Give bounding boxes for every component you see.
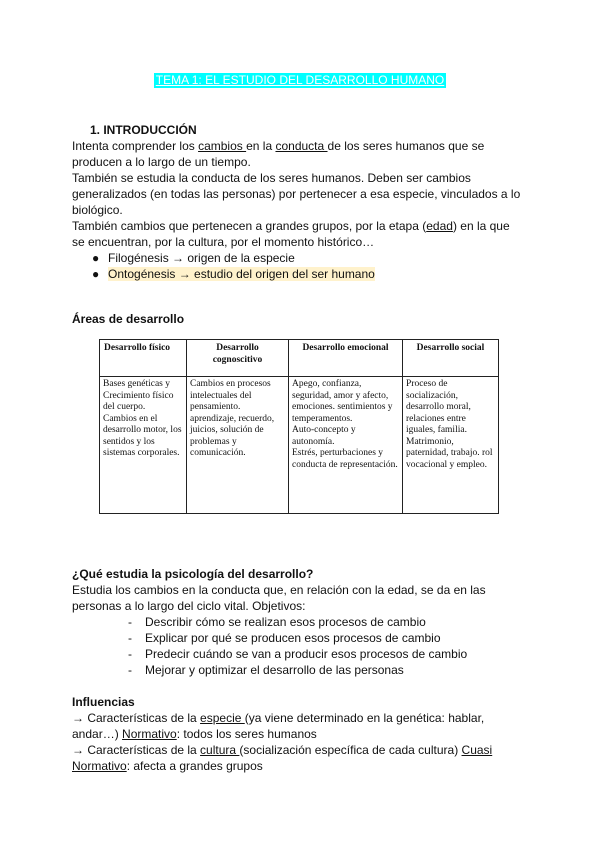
text-run: producen a lo largo de un tiempo. — [72, 155, 251, 169]
underlined-word: cultura — [200, 743, 240, 757]
text-run: andar…) — [72, 727, 123, 741]
bullet-icon: ● — [92, 251, 100, 265]
cell-text: Cambios en el desarrollo motor, los sentidos y los sistemas corporales. — [103, 413, 182, 458]
cell-text: Proceso de socialización, desarrollo moral, relaciones entre iguales, familia. — [406, 379, 471, 435]
table-cell — [403, 377, 499, 514]
column-header-text: Desarrollo cognoscitivo — [212, 343, 263, 365]
list-item — [92, 266, 375, 282]
text-run: ) en la que — [452, 219, 510, 233]
document-title: TEMA 1: EL ESTUDIO DEL DESARROLLO HUMANO — [155, 73, 445, 87]
influencias-heading: Influencias — [72, 695, 135, 709]
table-cell — [289, 377, 403, 514]
text-run: Estudia los cambios en la conducta que, en relación con la edad, se da en las — [72, 583, 486, 597]
cell-text: Cambios en procesos intelectuales del pensamiento. aprendizaje, recuerdo, juicios, solución de problemas y comunicación. — [190, 379, 275, 458]
column-header: Desarrollo social — [403, 340, 499, 377]
list-item — [128, 646, 467, 662]
text-run: : todos los seres humanos — [176, 727, 317, 741]
psicologia-paragraph — [72, 582, 542, 614]
underlined-word: Cuasi — [461, 743, 493, 757]
text-run: (socialización específica de cada cultura) — [239, 743, 462, 757]
highlighted-list-item-text: Ontogénesis → estudio del origen del ser humano — [108, 267, 375, 281]
areas-table — [99, 339, 499, 514]
underlined-word: edad — [426, 219, 453, 233]
table-cell — [187, 377, 289, 514]
list-item-text: Predecir cuándo se van a producir esos procesos de cambio — [145, 647, 468, 661]
list-item — [92, 250, 295, 266]
text-run: → Características de la — [72, 711, 201, 725]
cell-text: Apego, confianza, seguridad, amor y afecto, emociones. sentimientos y temperamentos. — [292, 379, 393, 424]
list-item-text: Describir cómo se realizan esos procesos de cambio — [145, 615, 426, 629]
underlined-word: cambios — [198, 139, 247, 153]
dash-marker: - — [128, 663, 132, 677]
text-run: en la — [246, 139, 276, 153]
influencias-paragraph — [72, 710, 562, 774]
list-item — [128, 662, 404, 678]
intro-paragraph-3 — [72, 218, 542, 250]
cell-text: Bases genéticas y Crecimiento físico del cuerpo. — [103, 379, 174, 412]
intro-heading: 1. INTRODUCCIÓN — [90, 123, 197, 137]
intro-paragraph-1 — [72, 138, 542, 170]
dash-marker: - — [128, 615, 132, 629]
table-row — [100, 377, 499, 514]
column-header: Desarrollo emocional — [289, 340, 403, 377]
list-item — [128, 630, 441, 646]
list-item-text: Mejorar y optimizar el desarrollo de las personas — [145, 663, 404, 677]
text-run: : afecta a grandes grupos — [126, 759, 263, 773]
underlined-word: Normativo — [122, 727, 177, 741]
psicologia-heading: ¿Qué estudia la psicología del desarrollo? — [72, 567, 314, 581]
text-run: También cambios que pertenecen a grandes grupos, por la etapa ( — [72, 219, 427, 233]
dash-marker: - — [128, 647, 132, 661]
table-header-row — [100, 340, 499, 377]
underlined-word: Normativo — [72, 759, 127, 773]
text-run: personas a lo largo del ciclo vital. Objetivos: — [72, 599, 306, 613]
list-item-text: Explicar por qué se producen esos procesos de cambio — [145, 631, 441, 645]
title-wrap — [0, 71, 600, 89]
text-run: generalizados (en todas las personas) por pertenecer a esa especie, vinculados a lo — [72, 187, 521, 201]
underlined-word: especie — [200, 711, 245, 725]
text-run: se encuentran, por la cultura, por el momento histórico… — [72, 235, 375, 249]
bullet-icon: ● — [92, 267, 100, 281]
text-run: → Características de la — [72, 743, 201, 757]
underlined-word: conducta — [275, 139, 328, 153]
dash-marker: - — [128, 631, 132, 645]
text-run: También se estudia la conducta de los seres humanos. Deben ser cambios — [72, 171, 471, 185]
table-cell — [100, 377, 187, 514]
column-header — [187, 340, 289, 377]
intro-paragraph-2 — [72, 170, 562, 218]
list-item-text: Filogénesis → origen de la especie — [108, 251, 295, 265]
list-item — [128, 614, 426, 630]
text-run: de los seres humanos que se — [327, 139, 485, 153]
column-header: Desarrollo físico — [100, 340, 187, 377]
cell-text: Matrimonio, paternidad, trabajo. rol vocacional y empleo. — [406, 436, 493, 470]
areas-heading: Áreas de desarrollo — [72, 312, 185, 326]
text-run: (ya viene determinado en la genética: hablar, — [244, 711, 485, 725]
text-run: biológico. — [72, 203, 123, 217]
text-run: Intenta comprender los — [72, 139, 199, 153]
cell-text: Auto-concepto y autonomía. — [292, 425, 356, 447]
cell-text: Estrés, perturbaciones y conducta de representación. — [292, 448, 398, 470]
